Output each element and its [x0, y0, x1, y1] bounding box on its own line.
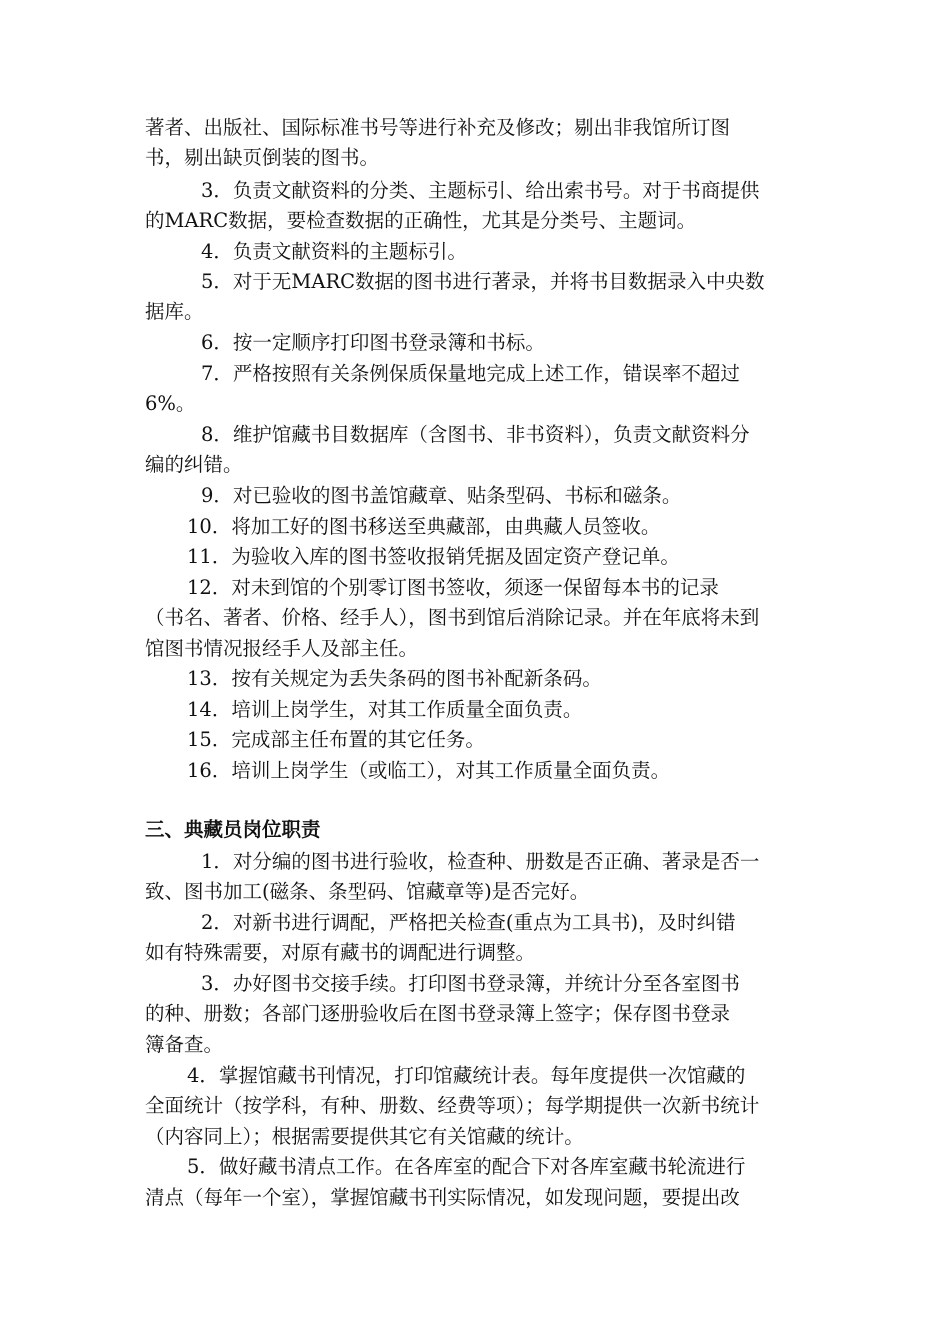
- text-line: 13．按有关规定为丢失条码的图书补配新条码。: [187, 667, 602, 690]
- text-line: 4．负责文献资料的主题标引。: [201, 240, 467, 263]
- text-line: 清点（每年一个室），掌握馆藏书刊实际情况，如发现问题，要提出改: [145, 1186, 740, 1209]
- text-line: 如有特殊需要，对原有藏书的调配进行调整。: [145, 941, 536, 964]
- text-line: 2．对新书进行调配，严格把关检查(重点为工具书)，及时纠错: [201, 911, 736, 934]
- text-line: 7．严格按照有关条例保质保量地完成上述工作，错误率不超过: [201, 362, 740, 385]
- text-line: （内容同上）；根据需要提供其它有关馆藏的统计。: [145, 1125, 584, 1148]
- text-line: 据库。: [145, 300, 204, 323]
- text-line: 馆图书情况报经手人及部主任。: [145, 637, 419, 660]
- text-line: 8．维护馆藏书目数据库（含图书、非书资料），负责文献资料分: [201, 423, 750, 446]
- text-line: 5．对于无MARC数据的图书进行著录，并将书目数据录入中央数: [201, 270, 765, 293]
- text-line: 5．做好藏书清点工作。在各库室的配合下对各库室藏书轮流进行: [187, 1155, 746, 1178]
- text-line: 1．对分编的图书进行验收，检查种、册数是否正确、著录是否一: [201, 850, 760, 873]
- section-heading: 三、典藏员岗位职责: [145, 818, 321, 841]
- text-line: 簿备查。: [145, 1033, 224, 1056]
- text-line: 9．对已验收的图书盖馆藏章、贴条型码、书标和磁条。: [201, 484, 682, 507]
- text-line: 10．将加工好的图书移送至典藏部，由典藏人员签收。: [187, 515, 661, 538]
- text-line: 致、图书加工(磁条、条型码、馆藏章等)是否完好。: [145, 880, 590, 903]
- text-line: 编的纠错。: [145, 453, 243, 476]
- text-line: （书名、著者、价格、经手人），图书到馆后消除记录。并在年底将未到: [145, 606, 760, 629]
- text-line: 的MARC数据，要检查数据的正确性，尤其是分类号、主题词。: [145, 209, 697, 232]
- text-line: 14．培训上岗学生，对其工作质量全面负责。: [187, 698, 583, 721]
- text-line: 11．为验收入库的图书签收报销凭据及固定资产登记单。: [187, 545, 680, 568]
- text-line: 15．完成部主任布置的其它任务。: [187, 728, 485, 751]
- text-line: 书，剔出缺页倒装的图书。: [145, 146, 380, 169]
- text-line: 6%。: [145, 392, 196, 415]
- text-line: 6．按一定顺序打印图书登录簿和书标。: [201, 331, 545, 354]
- text-line: 3．负责文献资料的分类、主题标引、给出索书号。对于书商提供: [201, 179, 760, 202]
- text-line: 12．对未到馆的个别零订图书签收，须逐一保留每本书的记录: [187, 576, 719, 599]
- text-line: 3．办好图书交接手续。打印图书登录簿，并统计分至各室图书: [201, 972, 740, 995]
- text-line: 16．培训上岗学生（或临工），对其工作质量全面负责。: [187, 759, 671, 782]
- text-line: 全面统计（按学科，有种、册数、经费等项）；每学期提供一次新书统计: [145, 1094, 760, 1117]
- text-line: 的种、册数；各部门逐册验收后在图书登录簿上签字；保存图书登录: [145, 1002, 731, 1025]
- text-line: 4．掌握馆藏书刊情况，打印馆藏统计表。每年度提供一次馆藏的: [187, 1064, 746, 1087]
- text-line: 著者、出版社、国际标准书号等进行补充及修改；剔出非我馆所订图: [145, 116, 731, 139]
